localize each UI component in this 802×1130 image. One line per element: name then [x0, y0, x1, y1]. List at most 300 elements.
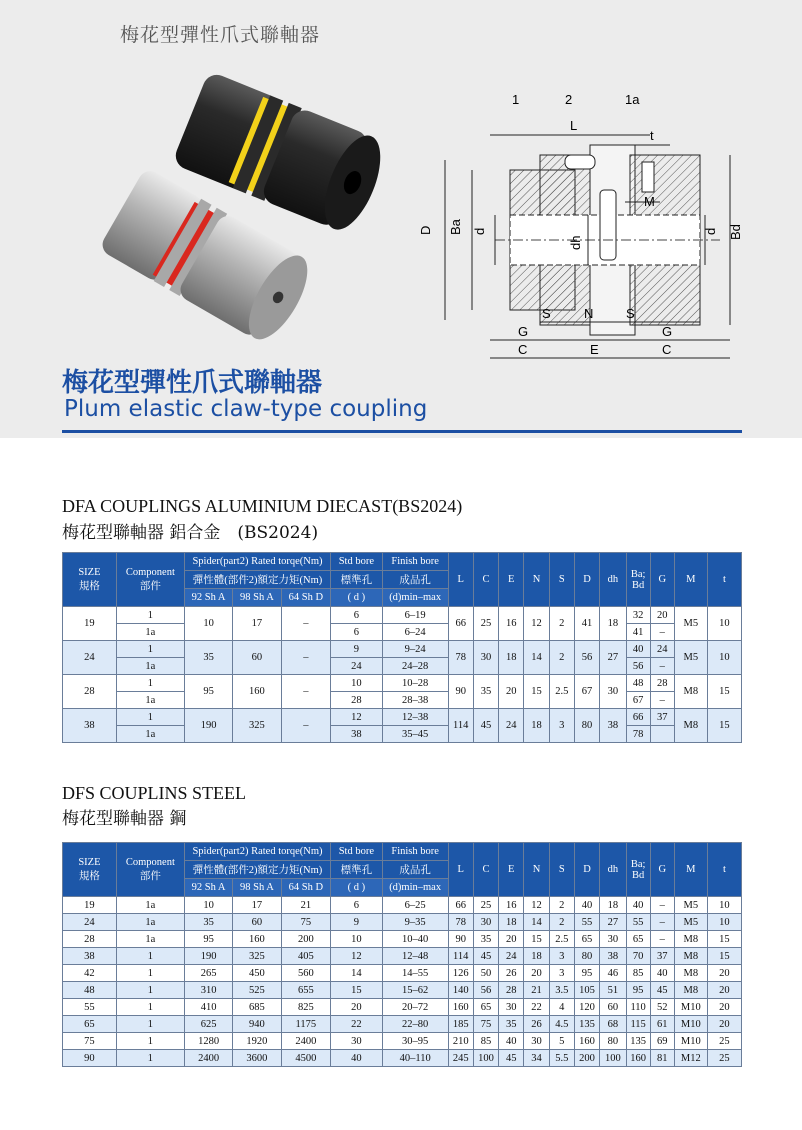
drawing-label: D	[418, 225, 433, 235]
cell-std-bore: 9	[331, 914, 383, 931]
cell-component: 1a	[116, 624, 184, 641]
cell-std-bore: 10	[331, 931, 383, 948]
cell-m: M8	[674, 675, 707, 709]
cell-g: –	[650, 658, 674, 675]
cell-finish-bore: 20–72	[382, 999, 448, 1016]
cell-g: –	[650, 897, 674, 914]
cell-std-bore: 6	[331, 897, 383, 914]
cell-m: M10	[674, 1016, 707, 1033]
cell-component: 1	[116, 999, 184, 1016]
cell-t: 20	[707, 999, 741, 1016]
cell-finish-bore: 30–95	[382, 1033, 448, 1050]
drawing-label: C	[662, 342, 672, 357]
cell-g: 52	[650, 999, 674, 1016]
col-c: C	[473, 553, 498, 607]
col-l: L	[448, 553, 473, 607]
cell-component: 1	[116, 965, 184, 982]
table-row	[63, 624, 742, 641]
cell-98sha: 940	[233, 1016, 281, 1033]
cell-ba-bd: 135	[626, 1033, 650, 1050]
cell-98sha: 685	[233, 999, 281, 1016]
cell-m: M8	[674, 709, 707, 743]
cell-c: 56	[473, 982, 498, 999]
cell-std-bore: 6	[331, 624, 383, 641]
cell-std-bore: 20	[331, 999, 383, 1016]
cell-ba-bd: 32	[626, 607, 650, 624]
cell-64shd: 1175	[281, 1016, 330, 1033]
col-component-label-zh: 部件	[139, 870, 161, 882]
col-t: t	[707, 553, 741, 607]
dfa-spec-table	[62, 552, 742, 743]
table-row	[63, 1033, 742, 1050]
cell-s: 5	[549, 1033, 574, 1050]
cell-e: 18	[499, 641, 524, 675]
cell-s: 3	[549, 965, 574, 982]
cell-g: –	[650, 624, 674, 641]
cell-ba-bd: 85	[626, 965, 650, 982]
cell-92sha: 10	[184, 897, 232, 914]
cell-64shd: 405	[281, 948, 330, 965]
cell-size: 90	[63, 1050, 117, 1067]
cell-l: 78	[448, 641, 473, 675]
cell-64shd: –	[281, 709, 330, 743]
cell-m: M10	[674, 999, 707, 1016]
col-92sha: 92 Sh A	[184, 879, 232, 897]
col-n: N	[524, 843, 549, 897]
cell-l: 245	[448, 1050, 473, 1067]
drawing-label: Ba	[448, 219, 463, 235]
cell-92sha: 625	[184, 1016, 232, 1033]
cell-m: M8	[674, 965, 707, 982]
cell-std-bore: 30	[331, 1033, 383, 1050]
table-row	[63, 607, 742, 624]
cell-component: 1a	[116, 692, 184, 709]
cell-c: 75	[473, 1016, 498, 1033]
col-spider: Spider(part2) Rated torqe(Nm)	[184, 553, 330, 571]
cell-64shd: 21	[281, 897, 330, 914]
page-title-en: Plum elastic claw-type coupling	[64, 396, 428, 422]
cell-l: 114	[448, 948, 473, 965]
cell-std-bore: 12	[331, 948, 383, 965]
cell-l: 210	[448, 1033, 473, 1050]
cell-std-bore: 15	[331, 982, 383, 999]
col-g: G	[650, 843, 674, 897]
cell-component: 1	[116, 1016, 184, 1033]
cell-dh: 68	[600, 1016, 626, 1033]
cell-64shd: –	[281, 641, 330, 675]
drawing-label: G	[518, 324, 529, 339]
cell-t: 20	[707, 982, 741, 999]
cell-std-bore: 40	[331, 1050, 383, 1067]
cell-m: M5	[674, 607, 707, 641]
cell-finish-bore: 22–80	[382, 1016, 448, 1033]
col-e: E	[499, 553, 524, 607]
cell-g: 61	[650, 1016, 674, 1033]
cell-dh: 51	[600, 982, 626, 999]
cell-ba-bd: 115	[626, 1016, 650, 1033]
cell-c: 25	[473, 897, 498, 914]
cell-ba-bd: 56	[626, 658, 650, 675]
cell-g: 45	[650, 982, 674, 999]
cell-g: 37	[650, 948, 674, 965]
table-row	[63, 1050, 742, 1067]
cell-size: 42	[63, 965, 117, 982]
cell-64shd: 825	[281, 999, 330, 1016]
cell-component: 1a	[116, 658, 184, 675]
drawing-label: 2	[565, 92, 573, 107]
cell-e: 24	[499, 948, 524, 965]
cell-d: 200	[574, 1050, 599, 1067]
cell-d: 80	[574, 948, 599, 965]
cell-t: 10	[707, 641, 741, 675]
cell-std-bore: 6	[331, 607, 383, 624]
cell-m: M12	[674, 1050, 707, 1067]
cell-l: 66	[448, 897, 473, 914]
cell-m: M8	[674, 931, 707, 948]
cell-ba-bd: 110	[626, 999, 650, 1016]
drawing-label: d	[703, 227, 718, 235]
col-t: t	[707, 843, 741, 897]
cell-e: 26	[499, 965, 524, 982]
cell-d: 95	[574, 965, 599, 982]
cell-s: 2	[549, 641, 574, 675]
table-row	[63, 709, 742, 726]
cell-n: 22	[524, 999, 549, 1016]
drawing-label: G	[662, 324, 673, 339]
drawing-label: L	[570, 118, 578, 133]
cell-finish-bore: 28–38	[382, 692, 448, 709]
cell-m: M8	[674, 982, 707, 999]
cell-ba-bd: 70	[626, 948, 650, 965]
cell-d: 120	[574, 999, 599, 1016]
cell-t: 15	[707, 948, 741, 965]
cell-s: 4	[549, 999, 574, 1016]
cell-98sha: 60	[233, 914, 281, 931]
cell-g: –	[650, 931, 674, 948]
drawing-label: M	[644, 194, 655, 209]
cell-c: 25	[473, 607, 498, 641]
cell-size: 38	[63, 709, 117, 743]
cell-98sha: 325	[233, 948, 281, 965]
cell-size: 48	[63, 982, 117, 999]
cell-g: –	[650, 914, 674, 931]
col-dmin: (d)min–max	[382, 879, 448, 897]
cell-n: 30	[524, 1033, 549, 1050]
cell-dh: 18	[600, 607, 626, 641]
cell-m: M8	[674, 948, 707, 965]
col-ba-bd	[626, 843, 650, 897]
cell-n: 26	[524, 1016, 549, 1033]
cell-component: 1	[116, 1050, 184, 1067]
cell-e: 20	[499, 931, 524, 948]
cell-92sha: 2400	[184, 1050, 232, 1067]
cell-std-bore: 22	[331, 1016, 383, 1033]
cell-component: 1	[116, 982, 184, 999]
cell-dh: 100	[600, 1050, 626, 1067]
col-finish-bore-zh: 成品孔	[382, 861, 448, 879]
col-d-bore: ( d )	[331, 879, 383, 897]
cell-c: 35	[473, 931, 498, 948]
dfs-subheading: 梅花型聯軸器 鋼	[62, 809, 187, 829]
col-s: S	[549, 843, 574, 897]
cell-t: 20	[707, 1016, 741, 1033]
cell-s: 3	[549, 948, 574, 965]
cell-64shd: 560	[281, 965, 330, 982]
cell-98sha: 325	[233, 709, 281, 743]
cell-dh: 80	[600, 1033, 626, 1050]
cell-d: 40	[574, 897, 599, 914]
cell-d: 105	[574, 982, 599, 999]
col-size-label-zh: 規格	[78, 870, 100, 882]
cell-l: 126	[448, 965, 473, 982]
cell-size: 19	[63, 607, 117, 641]
table-row	[63, 948, 742, 965]
cell-e: 18	[499, 914, 524, 931]
col-d: D	[574, 843, 599, 897]
cell-e: 45	[499, 1050, 524, 1067]
cell-c: 65	[473, 999, 498, 1016]
cell-e: 16	[499, 897, 524, 914]
cell-98sha: 1920	[233, 1033, 281, 1050]
page-title-zh: 梅花型彈性爪式聯軸器	[62, 368, 323, 398]
cell-l: 66	[448, 607, 473, 641]
cell-d: 55	[574, 914, 599, 931]
cell-s: 3.5	[549, 982, 574, 999]
col-bd-label: Bd	[631, 869, 645, 881]
col-finish-bore-zh: 成品孔	[382, 571, 448, 589]
cell-e: 20	[499, 675, 524, 709]
col-s: S	[549, 553, 574, 607]
cell-ba-bd: 55	[626, 914, 650, 931]
col-component	[116, 553, 184, 607]
cell-s: 2.5	[549, 931, 574, 948]
cell-n: 14	[524, 641, 549, 675]
cell-n: 12	[524, 607, 549, 641]
title-rule	[62, 430, 742, 433]
col-m: M	[674, 553, 707, 607]
cell-l: 90	[448, 931, 473, 948]
cell-98sha: 160	[233, 675, 281, 709]
drawing-label: 1	[512, 92, 520, 107]
cell-t: 25	[707, 1033, 741, 1050]
cell-92sha: 35	[184, 641, 232, 675]
cell-dh: 30	[600, 675, 626, 709]
cell-g: 24	[650, 641, 674, 658]
cell-m: M5	[674, 914, 707, 931]
cell-s: 2	[549, 607, 574, 641]
cell-e: 28	[499, 982, 524, 999]
cell-ba-bd: 95	[626, 982, 650, 999]
cell-64shd: –	[281, 607, 330, 641]
cell-t: 20	[707, 965, 741, 982]
cell-finish-bore: 6–19	[382, 607, 448, 624]
cell-dh: 27	[600, 914, 626, 931]
drawing-label: S	[626, 306, 635, 321]
col-92sha: 92 Sh A	[184, 589, 232, 607]
table-row	[63, 999, 742, 1016]
cell-64shd: 655	[281, 982, 330, 999]
cell-ba-bd: 67	[626, 692, 650, 709]
col-e: E	[499, 843, 524, 897]
col-std-bore: Std bore	[331, 553, 383, 571]
drawing-label: S	[542, 306, 551, 321]
hero-banner	[0, 0, 802, 438]
cell-64shd: 75	[281, 914, 330, 931]
cell-finish-bore: 24–28	[382, 658, 448, 675]
table-row	[63, 675, 742, 692]
cell-g	[650, 726, 674, 743]
cell-size: 28	[63, 931, 117, 948]
cell-size: 75	[63, 1033, 117, 1050]
cell-l: 160	[448, 999, 473, 1016]
cell-s: 2	[549, 897, 574, 914]
cell-finish-bore: 10–40	[382, 931, 448, 948]
cell-dh: 18	[600, 897, 626, 914]
col-spider-zh: 彈性體(部件2)額定力矩(Nm)	[184, 571, 330, 589]
cell-d: 67	[574, 675, 599, 709]
cell-std-bore: 14	[331, 965, 383, 982]
cell-finish-bore: 9–24	[382, 641, 448, 658]
cell-component: 1a	[116, 726, 184, 743]
table-row	[63, 726, 742, 743]
cell-n: 34	[524, 1050, 549, 1067]
cell-dh: 46	[600, 965, 626, 982]
cell-dh: 60	[600, 999, 626, 1016]
drawing-label: N	[584, 306, 594, 321]
cell-t: 15	[707, 675, 741, 709]
cell-component: 1	[116, 709, 184, 726]
cell-t: 10	[707, 897, 741, 914]
cell-component: 1	[116, 675, 184, 692]
cell-std-bore: 10	[331, 675, 383, 692]
cell-g: 69	[650, 1033, 674, 1050]
cell-dh: 38	[600, 948, 626, 965]
table-row	[63, 965, 742, 982]
cell-m: M5	[674, 897, 707, 914]
table-row	[63, 914, 742, 931]
table-row	[63, 1016, 742, 1033]
cell-std-bore: 12	[331, 709, 383, 726]
cell-98sha: 17	[233, 607, 281, 641]
col-l: L	[448, 843, 473, 897]
cell-l: 90	[448, 675, 473, 709]
cell-size: 55	[63, 999, 117, 1016]
cell-t: 15	[707, 931, 741, 948]
cell-98sha: 3600	[233, 1050, 281, 1067]
cell-98sha: 17	[233, 897, 281, 914]
cell-d: 41	[574, 607, 599, 641]
cell-c: 45	[473, 948, 498, 965]
cell-size: 65	[63, 1016, 117, 1033]
cell-finish-bore: 12–38	[382, 709, 448, 726]
cell-64shd: 200	[281, 931, 330, 948]
col-98sha: 98 Sh A	[233, 879, 281, 897]
dfa-subheading: 梅花型聯軸器 鋁合金 (BS2024)	[62, 523, 319, 543]
cell-component: 1	[116, 641, 184, 658]
cell-n: 12	[524, 897, 549, 914]
table-row	[63, 692, 742, 709]
cell-std-bore: 24	[331, 658, 383, 675]
cell-l: 78	[448, 914, 473, 931]
cell-n: 15	[524, 931, 549, 948]
col-finish-bore: Finish bore	[382, 843, 448, 861]
cell-d: 65	[574, 931, 599, 948]
cell-e: 16	[499, 607, 524, 641]
drawing-label: 1a	[625, 92, 640, 107]
cell-finish-bore: 6–25	[382, 897, 448, 914]
cell-l: 114	[448, 709, 473, 743]
cell-n: 21	[524, 982, 549, 999]
cell-size: 38	[63, 948, 117, 965]
drawing-label: dh	[568, 235, 583, 250]
cell-finish-bore: 14–55	[382, 965, 448, 982]
col-n: N	[524, 553, 549, 607]
cell-ba-bd: 78	[626, 726, 650, 743]
table-row	[63, 931, 742, 948]
cell-m: M5	[674, 641, 707, 675]
drawing-label: E	[590, 342, 599, 357]
cell-m: M10	[674, 1033, 707, 1050]
col-bd-label: Bd	[631, 579, 645, 591]
cell-ba-bd: 40	[626, 897, 650, 914]
cell-ba-bd: 65	[626, 931, 650, 948]
cell-ba-bd: 40	[626, 641, 650, 658]
cell-g: 40	[650, 965, 674, 982]
col-size	[63, 843, 117, 897]
col-g: G	[650, 553, 674, 607]
cell-e: 35	[499, 1016, 524, 1033]
cell-n: 18	[524, 948, 549, 965]
col-component-label: Component	[125, 566, 175, 578]
cell-size: 24	[63, 914, 117, 931]
col-finish-bore: Finish bore	[382, 553, 448, 571]
cell-std-bore: 9	[331, 641, 383, 658]
cell-component: 1a	[116, 931, 184, 948]
cell-finish-bore: 12–48	[382, 948, 448, 965]
cell-g: 81	[650, 1050, 674, 1067]
cell-c: 45	[473, 709, 498, 743]
cell-92sha: 35	[184, 914, 232, 931]
technical-drawing	[400, 90, 750, 380]
cell-t: 15	[707, 709, 741, 743]
cell-g: 20	[650, 607, 674, 624]
col-c: C	[473, 843, 498, 897]
cell-component: 1	[116, 948, 184, 965]
table-row	[63, 982, 742, 999]
col-ba-label: Ba;	[630, 858, 646, 870]
cell-s: 2	[549, 914, 574, 931]
cell-dh: 27	[600, 641, 626, 675]
cell-92sha: 410	[184, 999, 232, 1016]
dfs-heading: DFS COUPLINS STEEL	[62, 783, 247, 803]
drawing-label: Bd	[728, 224, 743, 240]
cell-g: 37	[650, 709, 674, 726]
cell-n: 20	[524, 965, 549, 982]
cell-ba-bd: 66	[626, 709, 650, 726]
cell-dh: 38	[600, 709, 626, 743]
table-row	[63, 658, 742, 675]
cell-l: 185	[448, 1016, 473, 1033]
cell-n: 15	[524, 675, 549, 709]
col-std-bore-zh: 標準孔	[331, 861, 383, 879]
cell-64shd: –	[281, 675, 330, 709]
cell-component: 1	[116, 607, 184, 624]
top-title: 梅花型彈性爪式聯軸器	[120, 24, 321, 46]
cell-finish-bore: 6–24	[382, 624, 448, 641]
cell-size: 28	[63, 675, 117, 709]
cell-d: 56	[574, 641, 599, 675]
cell-ba-bd: 48	[626, 675, 650, 692]
